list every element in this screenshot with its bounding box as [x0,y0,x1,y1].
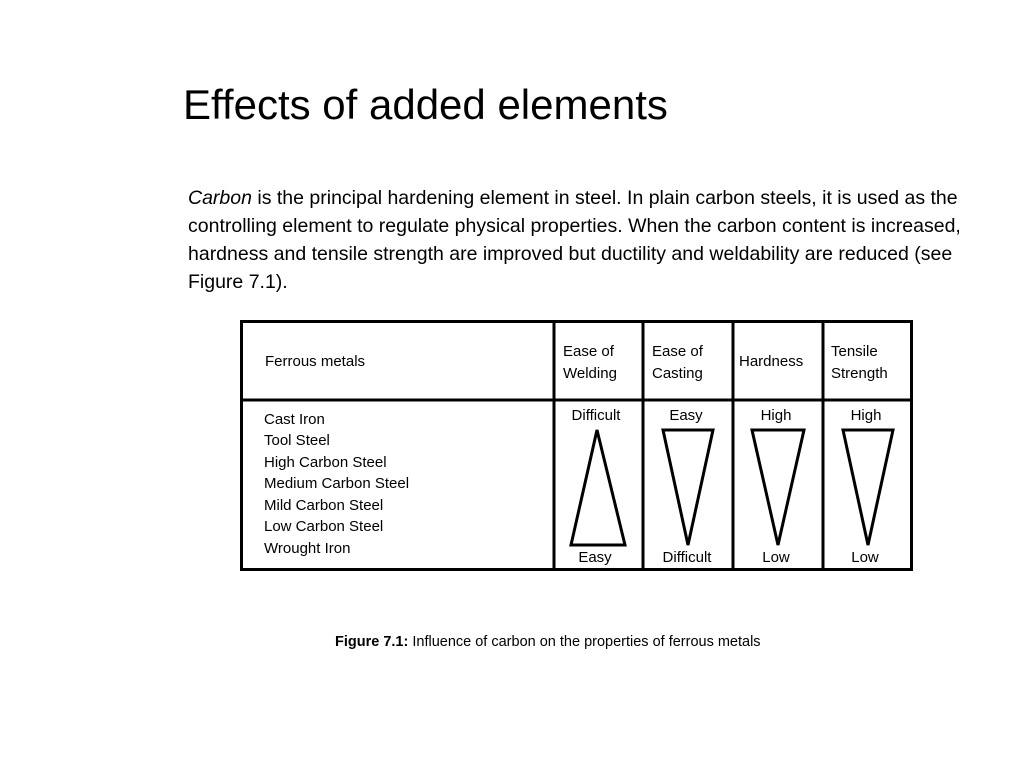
welding-trend-triangle [571,430,625,545]
carbon-term: Carbon [188,187,252,209]
paragraph-text: is the principal hardening element in steel. In plain carbon steels, it is used as the controlling element to regulate physical properties. When the carbon content is increased, hardness and tensile strength are improved but ductility and weldability are reduced (see Figure 7.1). [188,187,961,293]
metal-list-item: Cast Iron [264,411,325,428]
metal-list-item: High Carbon Steel [264,454,387,471]
header-casting-line1: Ease of [652,343,703,360]
header-ferrous-metals: Ferrous metals [265,353,366,370]
metal-list-item: Mild Carbon Steel [264,497,384,514]
carbon-paragraph [188,184,978,296]
casting-trend-triangle [663,430,713,545]
welding-bottom-label: Easy [578,549,612,566]
carbon-properties-table [240,320,913,571]
tensile-top-label: High [850,407,882,424]
header-welding-line1: Ease of [563,343,614,360]
header-tensile-line1: Tensile [831,343,878,360]
metal-list-item: Tool Steel [264,432,330,449]
caption-text: Influence of carbon on the properties of ferrous metals [408,634,761,650]
header-hardness: Hardness [739,353,804,370]
header-tensile-line2: Strength [831,365,888,382]
metal-list-item: Low Carbon Steel [264,518,384,535]
hardness-top-label: High [760,407,792,424]
figure-caption [335,633,761,651]
hardness-bottom-label: Low [762,549,790,566]
hardness-trend-triangle [752,430,804,545]
table-figure [240,320,913,571]
casting-top-label: Easy [669,407,703,424]
metal-list-item: Medium Carbon Steel [264,475,410,492]
casting-bottom-label: Difficult [662,549,712,566]
metal-list-item: Wrought Iron [264,540,351,557]
header-welding-line2: Welding [563,365,617,382]
tensile-trend-triangle [843,430,893,545]
welding-top-label: Difficult [571,407,621,424]
caption-label: Figure 7.1: [335,634,409,650]
tensile-bottom-label: Low [851,549,879,566]
header-casting-line2: Casting [652,365,703,382]
slide-title: Effects of added elements [183,81,668,128]
